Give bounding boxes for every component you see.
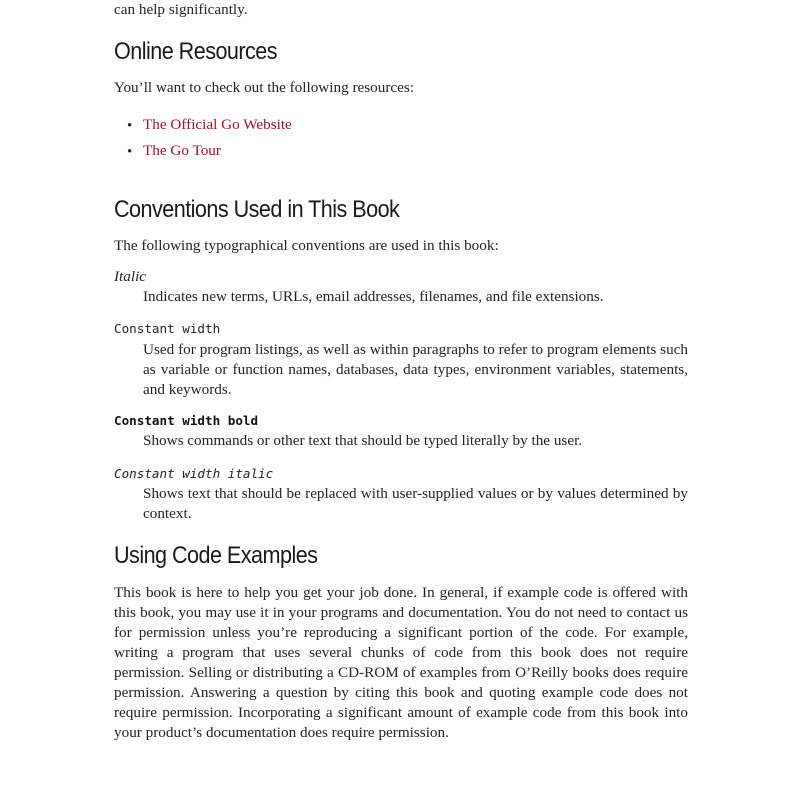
definition-constant-width: Used for program listings, as well as within paragraphs to refer to program elements such as variable or function names, databases, data types, environment variables, statements, and keywords. <box>143 341 688 398</box>
bullet-dot-icon: • <box>127 118 133 134</box>
term-italic: Italic <box>114 268 147 285</box>
term-constant-width: Constant width <box>114 321 221 336</box>
go-tour-link[interactable]: The Go Tour <box>143 142 221 159</box>
definition-italic: Indicates new terms, URLs, email addresses, filenames, and file extensions. <box>143 288 604 305</box>
term-constant-width-italic: Constant width italic <box>114 466 274 481</box>
top-fragment-text: can help significantly. <box>114 1 248 18</box>
definition-constant-width-italic: Shows text that should be replaced with user-supplied values or by values determined by context. <box>143 485 688 522</box>
definition-constant-width-bold: Shows commands or other text that should be typed literally by the user. <box>143 432 583 449</box>
bullet-dot-icon: • <box>127 144 133 160</box>
code-examples-heading: Using Code Examples <box>114 542 318 569</box>
conventions-intro: The following typographical conventions are used in this book: <box>114 237 499 254</box>
code-examples-paragraph: This book is here to help you get your job done. In general, if example code is offered with this book, you may use it in your programs and documentation. You do not need to contact us for permission unless you’re reproducing a significant portion of the code. For example, writing a program that uses several chunks of code from this book does not require permission. Selling or distributing a CD-ROM of examples from O’Reilly books does require permission. Answering a question by citing this book and quoting example code does not require permission. Incorporating a significant amount of example code from this book into your product’s documentation does require permission. <box>114 584 688 741</box>
term-constant-width-bold: Constant width bold <box>114 413 259 428</box>
conventions-heading: Conventions Used in This Book <box>114 196 400 223</box>
online-resources-heading: Online Resources <box>114 38 278 65</box>
online-resources-intro: You’ll want to check out the following resources: <box>114 79 415 96</box>
official-go-website-link[interactable]: The Official Go Website <box>143 116 292 133</box>
